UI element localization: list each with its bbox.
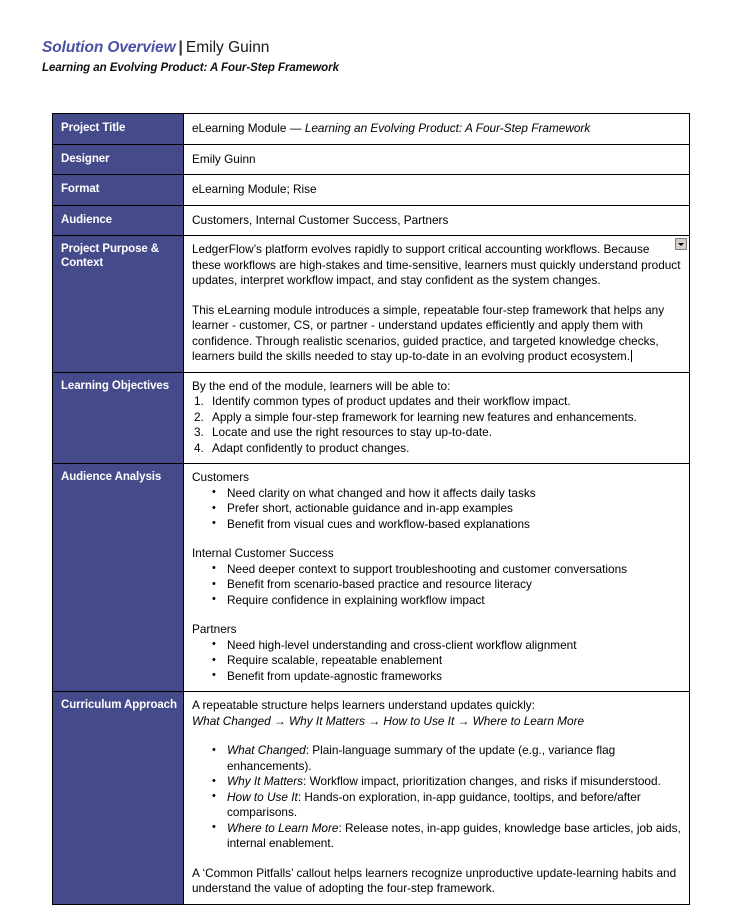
curriculum-desc: : Workflow impact, prioritization changes, and risks if misunderstood. [303, 774, 661, 788]
curriculum-sequence: What Changed → Why It Matters → How to Use It → Where to Learn More [192, 713, 585, 728]
row-label-designer: Designer [53, 144, 184, 175]
row-label-audience: Audience [53, 205, 184, 236]
row-value-purpose[interactable] [184, 236, 690, 373]
purpose-paragraph-1: LedgerFlow’s platform evolves rapidly to support critical accounting workflows. Because these workflows are high-stakes and time-sensitive, learners must quickly understand product updates, interpret workflow impact, and stay confident as the system changes. [192, 242, 681, 287]
curriculum-term: What Changed [227, 743, 306, 757]
text-cursor [631, 350, 632, 362]
project-title-emdash: — [289, 121, 302, 135]
curriculum-term: How to Use It [227, 789, 298, 804]
list-item [212, 774, 681, 790]
solution-overview-table [52, 113, 690, 905]
list-item: • Benefit from visual cues and workflow-based explanations [212, 517, 681, 533]
page-subtitle: Learning an Evolving Product: A Four-Step Framework [42, 62, 339, 74]
list-item: • Need clarity on what changed and how it affects daily tasks [212, 486, 681, 502]
list-item [192, 441, 681, 457]
row-label-project-title: Project Title [53, 114, 184, 145]
row-value-objectives[interactable] [184, 372, 690, 464]
row-label-purpose: Project Purpose & Context [53, 236, 184, 373]
table-row-designer [53, 144, 690, 175]
table-row-objectives [53, 372, 690, 464]
table-row-audience-analysis [53, 464, 690, 692]
list-item: • Require scalable, repeatable enablement [212, 653, 681, 669]
page-title-author: Emily Guinn [185, 39, 270, 56]
audience-group-bullets [192, 562, 681, 609]
audience-group-name: Customers [192, 470, 250, 484]
audience-group-name: Partners [192, 622, 237, 636]
list-item: • Benefit from scenario-based practice and resource literacy [212, 577, 681, 593]
list-item [192, 410, 681, 426]
row-label-format: Format [53, 175, 184, 206]
table-row-audience [53, 205, 690, 236]
audience-group-bullets [192, 638, 681, 685]
objectives-list [192, 394, 681, 456]
list-item [212, 790, 681, 821]
objective-number: 4. [194, 440, 204, 455]
list-item [212, 821, 681, 852]
curriculum-bullets [192, 743, 681, 852]
list-item: • Prefer short, actionable guidance and in-app examples [212, 501, 681, 517]
audience-group-bullets [192, 486, 681, 533]
row-value-curriculum[interactable] [184, 692, 690, 905]
list-item [192, 394, 681, 410]
list-item: • Require confidence in explaining workflow impact [212, 593, 681, 609]
list-item: • Need high-level understanding and cross-client workflow alignment [212, 638, 681, 654]
document-header [42, 38, 692, 74]
objective-number: 2. [194, 409, 204, 424]
objective-text: Apply a simple four-step framework for learning new features and enhancements. [212, 409, 637, 424]
curriculum-desc: : Release notes, in-app guides, knowledge base articles, job aids, internal enablement. [227, 820, 681, 850]
row-value-project-title[interactable] [184, 114, 690, 145]
table-row-purpose [53, 236, 690, 373]
table-row-format [53, 175, 690, 206]
list-item [192, 425, 681, 441]
objective-number: 1. [194, 394, 204, 408]
purpose-paragraph-2-text: This eLearning module introduces a simple, repeatable four-step framework that helps any learner - customer, CS, or partner - understand updates efficiently and apply them with confidence. Through realistic scenarios, guided practice, and targeted knowledge checks, learners build the skills needed to stay up-to-date in an evolving product ecosystem. [192, 302, 665, 363]
audience-group-name: Internal Customer Success [192, 546, 334, 560]
curriculum-term: Why It Matters [227, 774, 304, 788]
chevron-down-icon[interactable] [675, 238, 687, 250]
objectives-intro: By the end of the module, learners will be able to: [192, 378, 451, 393]
page-title-separator: | [178, 39, 183, 56]
row-value-audience-analysis[interactable] [184, 464, 690, 692]
row-label-audience-analysis: Audience Analysis [53, 464, 184, 692]
objective-text: Locate and use the right resources to stay up-to-date. [212, 425, 493, 439]
list-item: • Benefit from update-agnostic frameworks [212, 669, 681, 685]
objective-text: Adapt confidently to product changes. [212, 440, 410, 455]
page-title [42, 38, 692, 58]
page-title-main: Solution Overview [42, 39, 176, 56]
objective-number: 3. [194, 425, 204, 439]
table-row-curriculum [53, 692, 690, 905]
project-title-prefix: eLearning Module [192, 121, 287, 135]
row-label-curriculum: Curriculum Approach [53, 692, 184, 905]
row-label-objectives: Learning Objectives [53, 372, 184, 464]
table-row-project-title [53, 114, 690, 145]
objective-text: Identify common types of product updates and their workflow impact. [212, 394, 571, 408]
project-title-subtitle: Learning an Evolving Product: A Four-Step Framework [304, 121, 591, 135]
curriculum-term: Where to Learn More [227, 820, 339, 835]
curriculum-closing: A ‘Common Pitfalls’ callout helps learners recognize unproductive update-learning habits and understand the value of adopting the four-step framework. [192, 865, 677, 895]
row-value-designer[interactable]: Emily Guinn [184, 144, 690, 175]
row-value-audience[interactable]: Customers, Internal Customer Success, Partners [184, 205, 690, 236]
list-item: • Need deeper context to support troubleshooting and customer conversations [212, 562, 681, 578]
purpose-paragraph-2 [192, 303, 681, 365]
row-value-format[interactable]: eLearning Module; Rise [184, 175, 690, 206]
curriculum-intro: A repeatable structure helps learners understand updates quickly: [192, 698, 535, 712]
list-item [212, 743, 681, 774]
curriculum-desc: : Plain-language summary of the update (e.g., variance flag enhancements). [227, 743, 616, 773]
curriculum-desc: : Hands-on exploration, in-app guidance, tooltips, and before/after comparisons. [227, 789, 641, 819]
